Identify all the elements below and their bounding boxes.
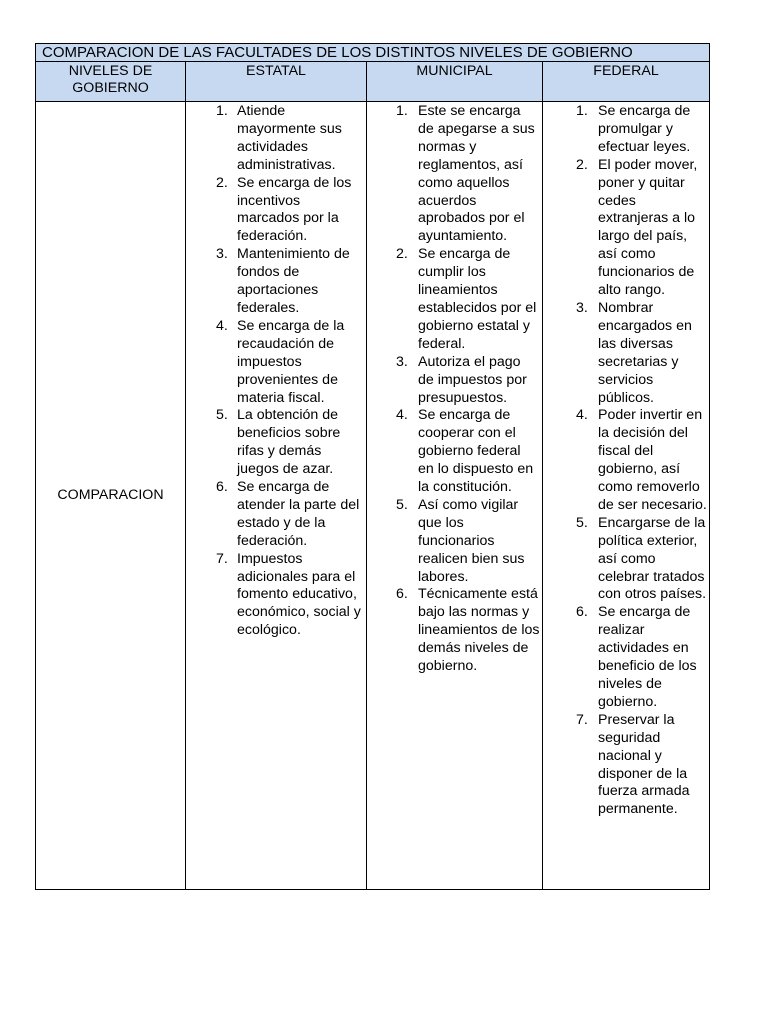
list-item-text: Atiende mayormente sus actividades administrativas. (237, 103, 342, 173)
list-item: 1. Este se encarga de apegarse a sus normas y reglamentos, así como aquellos acuerdos aprobados por el ayuntamiento. (396, 103, 535, 245)
list-item-text: Encargarse de la política exterior, así como celebrar tratados con otros países. (598, 514, 707, 603)
list-item: 6. Se encarga de atender la parte del estado y de la federación. (216, 479, 360, 549)
list-item-text: Poder invertir en la decisión del fiscal del gobierno, así como removerlo de ser necesario. (598, 407, 707, 513)
list-item: 5. La obtención de beneficios sobre rifas y demás juegos de azar. (216, 407, 341, 478)
list-item: 3. Nombrar encargados en las diversas secretarias y servicios públicos. (576, 299, 692, 406)
header-row (36, 62, 710, 102)
list-item-text: Se encarga de la recaudación de impuestos provenientes de materia fiscal. (237, 317, 345, 406)
list-item: 6. Técnicamente está bajo las normas y lineamientos de los demás niveles de gobierno. (396, 586, 540, 675)
row-label-comparacion: COMPARACION (36, 102, 186, 890)
list-item: 2. El poder mover, poner y quitar cedes extranjeras a lo largo del país, así como funcionarios de alto rango. (576, 156, 698, 299)
list-item: 5. Así como vigilar que los funcionarios realicen bien sus labores. (396, 496, 525, 585)
municipal-list (367, 103, 542, 676)
header-federal: FEDERAL (543, 62, 710, 102)
estatal-list (186, 103, 366, 640)
list-item: 5. Encargarse de la política exterior, así como celebrar tratados con otros países. (576, 514, 707, 603)
list-item: 4. Se encarga de cooperar con el gobierno federal en lo dispuesto en la constitución. (396, 407, 534, 496)
federal-list (543, 103, 709, 819)
list-item: 6. Se encarga de realizar actividades en beneficio de los niveles de gobierno. (576, 604, 697, 710)
list-item: 7. Preservar la seguridad nacional y disponer de la fuerza armada permanente. (576, 711, 690, 818)
list-item: 7. Impuestos adicionales para el fomento educativo, económico, social y ecológico. (216, 550, 361, 639)
list-item: 4. Poder invertir en la decisión del fiscal del gobierno, así como removerlo de ser necesario. (576, 407, 707, 513)
comparison-row (36, 102, 710, 890)
list-item-text: Se encarga de atender la parte del estado y de la federación. (237, 479, 360, 549)
list-item: 4. Se encarga de la recaudación de impuestos provenientes de materia fiscal. (216, 317, 345, 406)
list-item-text: Este se encarga de apegarse a sus normas y reglamentos, así como aquellos acuerdos aprobados por el ayuntamiento. (418, 103, 535, 245)
list-item: 2. Se encarga de cumplir los lineamientos establecidos por el gobierno estatal y federal. (396, 246, 537, 352)
estatal-cell (186, 102, 367, 890)
list-item: 2. Se encarga de los incentivos marcados por la federación. (216, 174, 352, 245)
list-item-text: Autoriza el pago de impuestos por presupuestos. (418, 353, 527, 406)
header-niveles-de-gobierno: NIVELES DE GOBIERNO (36, 62, 186, 102)
list-item: 3. Autoriza el pago de impuestos por presupuestos. (396, 353, 527, 406)
list-item-text: La obtención de beneficios sobre rifas y demás juegos de azar. (237, 407, 341, 478)
list-item-text: Técnicamente está bajo las normas y lineamientos de los demás niveles de gobierno. (418, 586, 540, 675)
list-item-text: Mantenimiento de fondos de aportaciones federales. (237, 246, 350, 316)
header-municipal: MUNICIPAL (367, 62, 543, 102)
list-item-text: Preservar la seguridad nacional y disponer de la fuerza armada permanente. (598, 711, 690, 818)
table-title: COMPARACION DE LAS FACULTADES DE LOS DISTINTOS NIVELES DE GOBIERNO (36, 44, 710, 62)
list-item-text: Se encarga de promulgar y efectuar leyes. (598, 103, 691, 155)
list-item-text: Impuestos adicionales para el fomento educativo, económico, social y ecológico. (237, 550, 361, 639)
list-item-text: Así como vigilar que los funcionarios realicen bien sus labores. (418, 496, 525, 585)
title-row (36, 44, 710, 62)
list-item-text: Se encarga de los incentivos marcados por la federación. (237, 174, 352, 245)
list-item-text: Se encarga de realizar actividades en beneficio de los niveles de gobierno. (598, 604, 697, 710)
list-item: 3. Mantenimiento de fondos de aportaciones federales. (216, 246, 350, 316)
list-item: 1. Se encarga de promulgar y efectuar leyes. (576, 103, 691, 155)
list-item-text: Nombrar encargados en las diversas secretarias y servicios públicos. (598, 299, 692, 406)
list-item: 1. Atiende mayormente sus actividades administrativas. (216, 103, 342, 173)
header-estatal: ESTATAL (186, 62, 367, 102)
municipal-cell (367, 102, 543, 890)
federal-cell (543, 102, 710, 890)
comparison-table (35, 43, 710, 890)
list-item-text: El poder mover, poner y quitar cedes extranjeras a lo largo del país, así como funcionarios de alto rango. (598, 156, 698, 299)
list-item-text: Se encarga de cooperar con el gobierno federal en lo dispuesto en la constitución. (418, 407, 534, 496)
list-item-text: Se encarga de cumplir los lineamientos establecidos por el gobierno estatal y federal. (418, 246, 537, 352)
